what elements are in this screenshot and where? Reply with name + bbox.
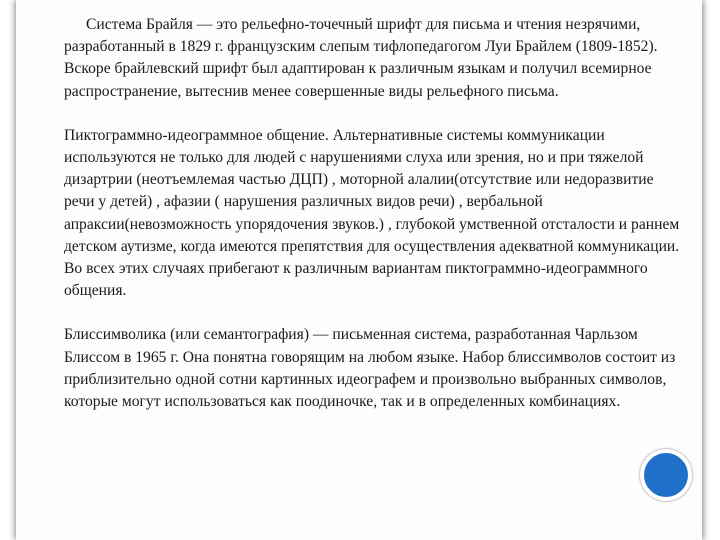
- blue-circle-decoration: [640, 449, 692, 501]
- braille-paragraph: Система Брайля — это рельефно-точечный шрифт для письма и чтения незрячими, разработанный в 1829 г. французским слепым тифлопедагогом Луи Брайлем (1809-1852). Вскоре брайлевский шрифт был адаптирован к различным языкам и получил всемирное распространение, вытеснив менее совершенные виды рельефного письма.: [64, 16, 658, 100]
- slide-text-body: [64, 14, 684, 413]
- pictogram-paragraph: Пиктограммно-идеограммное общение. Альтернативные системы коммуникации используются не только для людей с нарушениями слуха или зрения, но и при тяжелой дизартрии (неотъемлемая частью ДЦП) , моторной алалии(отсутствие или недоразвитие речи у детей) , афазии ( нарушения различных видов речи) , вербальной апраксии(невозможность упорядочения звуков.) , глубокой умственной отсталости и раннем детском аутизме, когда имеются препятствия для осуществления адекватной коммуникации. Во всех этих случаях прибегают к различным вариантам пиктограммно-идеограммного общения.: [64, 126, 680, 300]
- blissymbolics-paragraph: Блиссимволика (или семантография) — письменная система, разработанная Чарльзом Блиссом в 1965 г. Она понятна говорящим на любом языке. Набор блиссимволов состоит из приблизительно одной сотни картинных идеографем и произвольно выбранных символов, которые могут использоваться как поодиночке, так и в определенных комбинациях.: [64, 326, 676, 411]
